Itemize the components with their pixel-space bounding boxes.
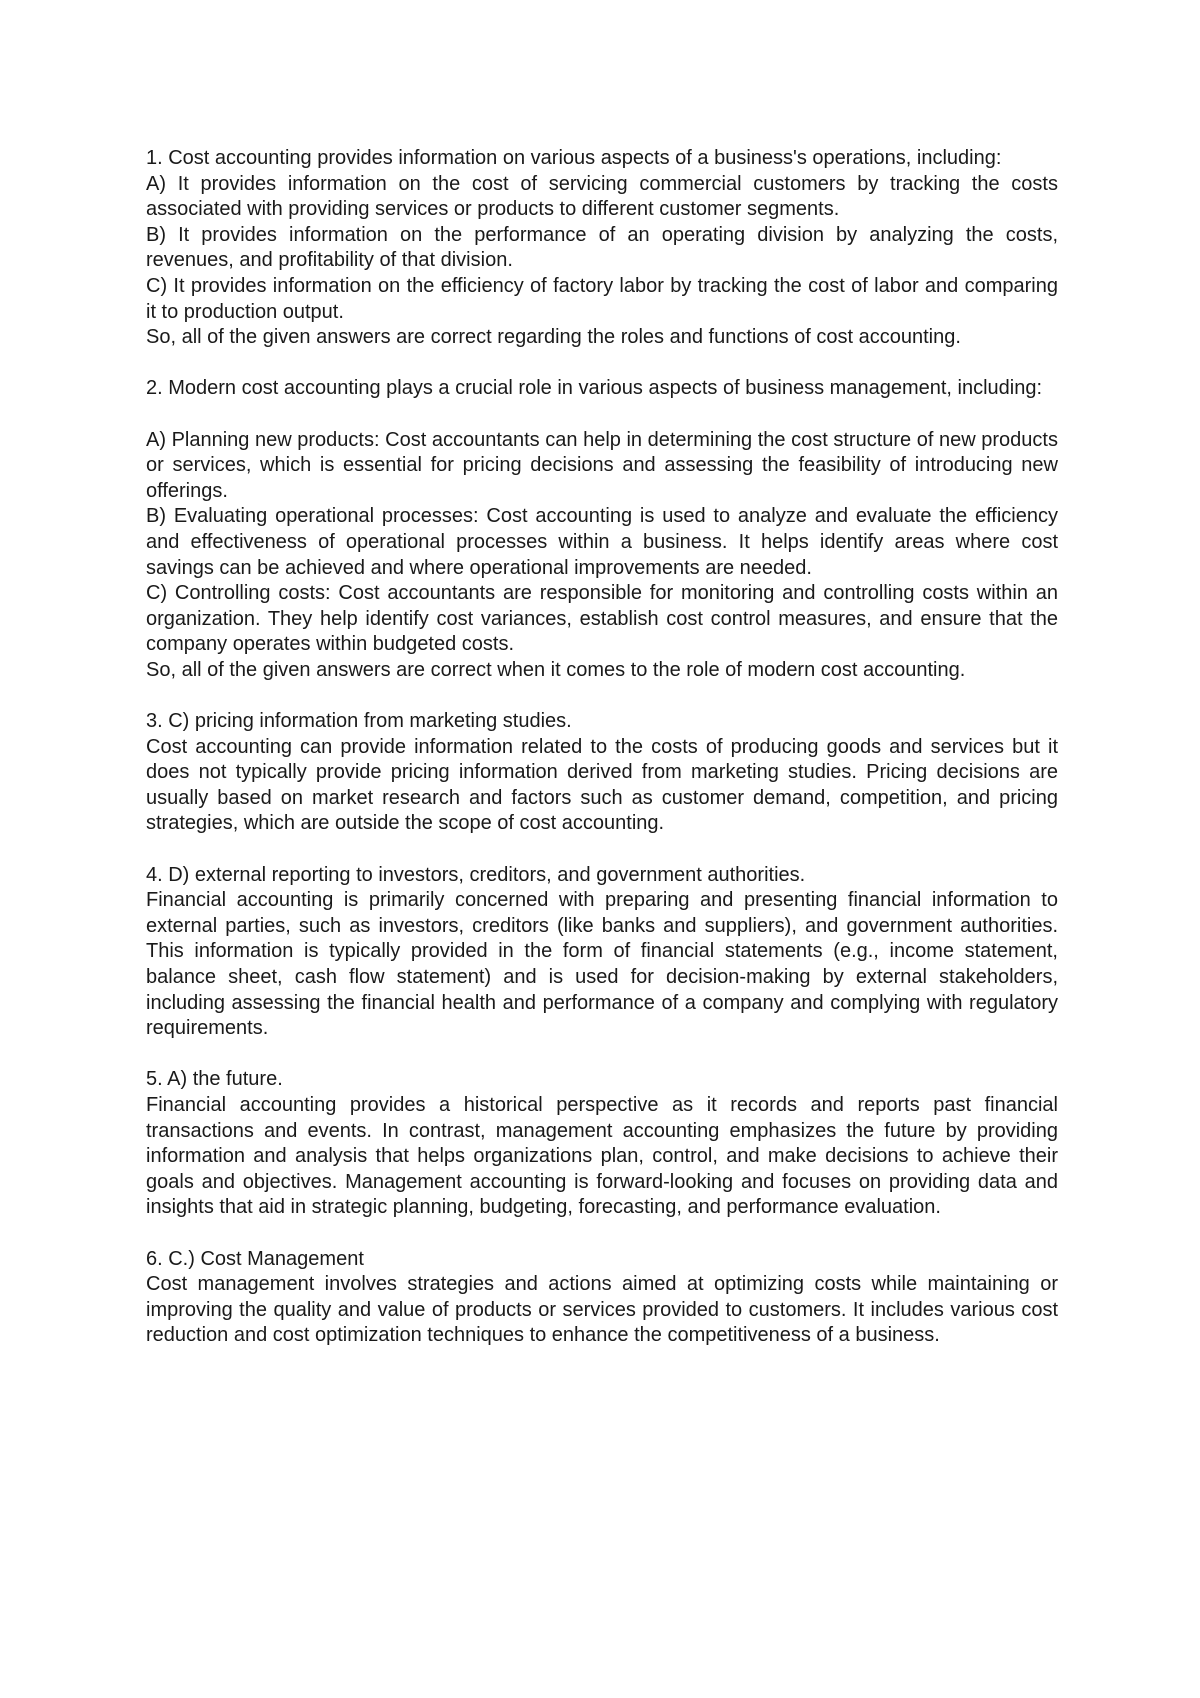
answer-6	[146, 1247, 1058, 1349]
paragraph: So, all of the given answers are correct when it comes to the role of modern cost accounting.	[146, 658, 966, 681]
answer-1	[146, 146, 1058, 351]
paragraph: 5. A) the future.	[146, 1068, 283, 1091]
paragraph: B) It provides information on the performance of an operating division by analyzing the costs, revenues, and profitability of that division.	[146, 223, 1058, 272]
paragraph: A) It provides information on the cost of servicing commercial customers by tracking the costs associated with providing services or products to different customer segments.	[146, 172, 1058, 221]
paragraph: Financial accounting is primarily concerned with preparing and presenting financial information to external parties, such as investors, creditors (like banks and suppliers), and government authorities. This information is typically provided in the form of financial statements (e.g., income statement, balance sheet, cash flow statement) and is used for decision-making by external stakeholders, including assessing the financial health and performance of a company and complying with regulatory requirements.	[146, 889, 1058, 1040]
paragraph: 3. C) pricing information from marketing studies.	[146, 710, 572, 733]
paragraph: C) It provides information on the efficiency of factory labor by tracking the cost of labor and comparing it to production output.	[146, 274, 1058, 323]
document-page	[146, 146, 1058, 1375]
paragraph: C) Controlling costs: Cost accountants are responsible for monitoring and controlling costs within an organization. They help identify cost variances, establish cost control measures, and ensure that the company operates within budgeted costs.	[146, 582, 1058, 656]
paragraph: Cost management involves strategies and actions aimed at optimizing costs while maintaining or improving the quality and value of products or services provided to customers. It includes various cost reduction and cost optimization techniques to enhance the competitiveness of a business.	[146, 1273, 1058, 1347]
paragraph: Financial accounting provides a historical perspective as it records and reports past financial transactions and events. In contrast, management accounting emphasizes the future by providing information and analysis that helps organizations plan, control, and make decisions to achieve their goals and objectives. Management accounting is forward-looking and focuses on providing data and insights that aid in strategic planning, budgeting, forecasting, and performance evaluation.	[146, 1093, 1058, 1219]
paragraph: 6. C.) Cost Management	[146, 1247, 364, 1270]
paragraph: Cost accounting can provide information related to the costs of producing goods and services but it does not typically provide pricing information derived from marketing studies. Pricing decisions are usually based on market research and factors such as customer demand, competition, and pricing strategies, which are outside the scope of cost accounting.	[146, 735, 1058, 835]
answer-3	[146, 709, 1058, 837]
paragraph: A) Planning new products: Cost accountants can help in determining the cost structure of new products or services, which is essential for pricing decisions and assessing the feasibility of introducing new offerings.	[146, 428, 1058, 502]
blank-line	[146, 402, 1058, 428]
paragraph: So, all of the given answers are correct regarding the roles and functions of cost accounting.	[146, 326, 961, 349]
paragraph: 4. D) external reporting to investors, creditors, and government authorities.	[146, 863, 806, 886]
answer-4	[146, 863, 1058, 1042]
paragraph: B) Evaluating operational processes: Cost accounting is used to analyze and evaluate the efficiency and effectiveness of operational processes within a business. It helps identify areas where cost savings can be achieved and where operational improvements are needed.	[146, 505, 1058, 579]
answer-5	[146, 1067, 1058, 1221]
paragraph: 1. Cost accounting provides information on various aspects of a business's operations, including:	[146, 147, 1002, 169]
answer-2	[146, 376, 1058, 683]
paragraph: 2. Modern cost accounting plays a crucial role in various aspects of business management, including:	[146, 377, 1043, 400]
